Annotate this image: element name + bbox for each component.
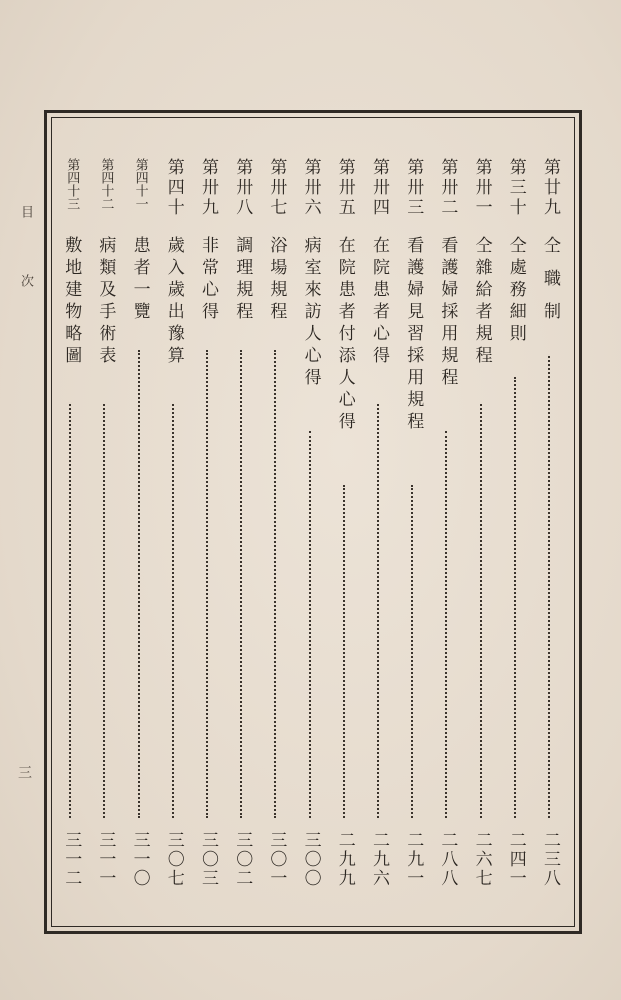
toc-entry: [366, 158, 392, 888]
entry-number: 第卅三: [403, 158, 424, 218]
entry-number: 第卅一: [471, 158, 492, 218]
entry-number: 第卅八: [232, 158, 253, 218]
dot-leader: [172, 404, 174, 818]
toc-entry: [537, 158, 563, 888]
entry-title: 病室來訪人心得: [300, 236, 321, 390]
entry-title: 看護婦採用規程: [437, 236, 458, 390]
dot-leader: [514, 377, 516, 818]
entry-number: 第卅九: [198, 158, 218, 218]
entry-number: 第卅七: [266, 158, 287, 218]
dot-leader: [103, 404, 105, 818]
entry-page: 三〇七: [163, 831, 184, 888]
toc-entry: [92, 158, 118, 888]
entry-page: 三〇二: [232, 831, 253, 888]
toc-entry: [263, 158, 289, 888]
entry-number: 第三十: [505, 158, 526, 218]
entry-title: 調理規程: [232, 236, 253, 324]
page-number: 三: [16, 765, 32, 779]
entry-page: 三〇三: [198, 831, 218, 888]
dot-leader: [309, 431, 311, 818]
dot-leader: [343, 485, 345, 818]
entry-page: 三〇〇: [300, 831, 321, 888]
entry-number: 第卅四: [369, 158, 389, 218]
toc-entry: [229, 158, 255, 888]
entry-page: 二九九: [334, 831, 355, 888]
entry-title: 仝雜給者規程: [471, 236, 492, 368]
toc-entry: [400, 158, 426, 888]
entry-number: 第四十一: [132, 158, 148, 210]
dot-leader: [274, 350, 276, 818]
toc-entry: [332, 158, 358, 888]
entry-page: 二六七: [471, 831, 492, 888]
entry-title: 仝職制: [540, 236, 560, 335]
dot-leader: [445, 431, 447, 818]
toc-entry: [161, 158, 187, 888]
entry-number: 第卅五: [334, 158, 355, 218]
entry-title: 患者一覽: [129, 236, 150, 324]
entry-page: 二九六: [369, 831, 389, 888]
dot-leader: [411, 485, 413, 818]
entry-title: 歲入歲出豫算: [163, 236, 184, 368]
entry-page: 三〇一: [266, 831, 287, 888]
toc-entry: [503, 158, 529, 888]
entry-page: 三一〇: [129, 831, 150, 888]
entry-page: 二八八: [437, 831, 458, 888]
toc-entry: [298, 158, 324, 888]
entry-number: 第四十二: [98, 158, 114, 210]
toc-entry: [58, 158, 84, 888]
dot-leader: [240, 350, 242, 818]
entry-page: 二三八: [540, 831, 560, 888]
entry-page: 二四一: [505, 831, 526, 888]
entry-title: 在院患者心得: [369, 236, 389, 368]
entry-title: 病類及手術表: [95, 236, 116, 368]
dot-leader: [206, 350, 208, 818]
entry-number: 第卅二: [437, 158, 458, 218]
entry-title: 浴場規程: [266, 236, 287, 324]
dot-leader: [138, 350, 140, 818]
entry-number: 第廿九: [540, 158, 560, 218]
running-header: 目次: [18, 205, 33, 343]
dot-leader: [480, 404, 482, 818]
toc-entry: [434, 158, 460, 888]
entry-title: 在院患者付添人心得: [334, 236, 355, 434]
toc-entry: [195, 158, 221, 888]
entry-number: 第四十: [163, 158, 184, 218]
entry-page: 三一二: [61, 831, 82, 888]
toc-entry: [469, 158, 495, 888]
entry-title: 仝處務細則: [505, 236, 526, 346]
entry-title: 看護婦見習採用規程: [403, 236, 424, 434]
entry-title: 非常心得: [198, 236, 218, 324]
entry-page: 二九一: [403, 831, 424, 888]
toc-entry: [127, 158, 153, 888]
entry-title: 敷地建物略圖: [61, 236, 82, 368]
dot-leader: [548, 356, 550, 818]
entry-number: 第卅六: [300, 158, 321, 218]
dot-leader: [377, 404, 379, 818]
entry-number: 第四十三: [64, 158, 80, 210]
dot-leader: [69, 404, 71, 818]
entry-page: 三一一: [95, 831, 116, 888]
